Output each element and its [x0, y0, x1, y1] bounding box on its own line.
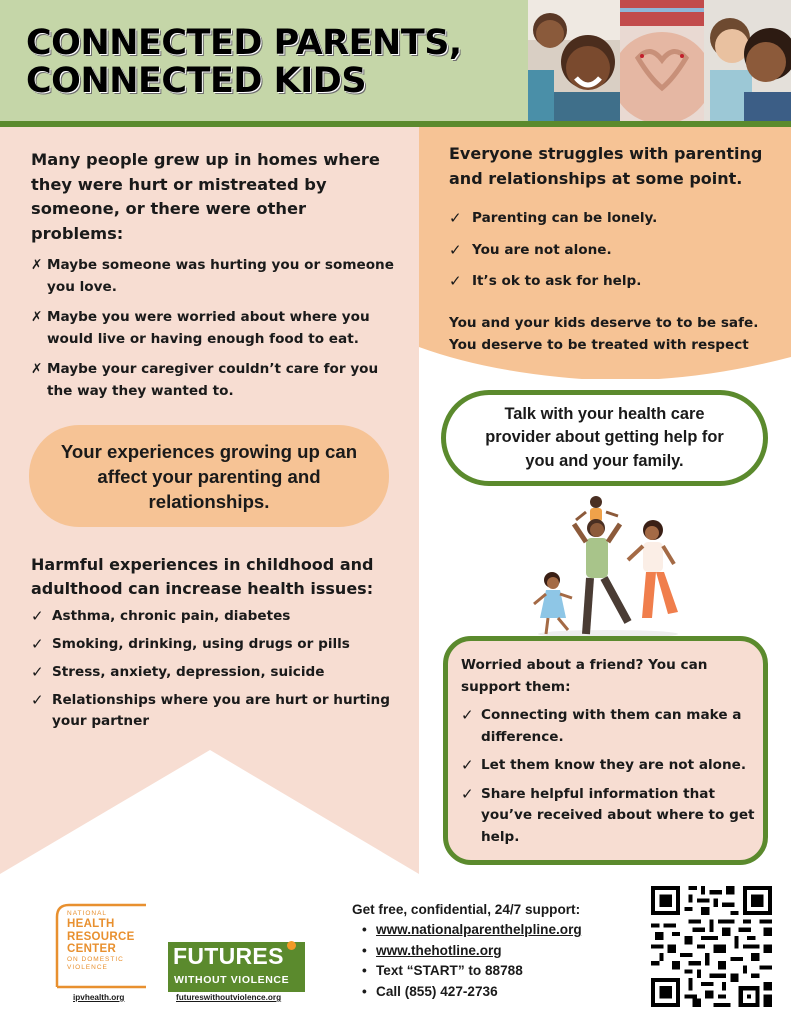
- support-resources: [352, 900, 622, 1002]
- photo-pregnant-belly: [620, 0, 704, 121]
- futures-without-violence-link[interactable]: futureswithoutviolence.org: [176, 993, 282, 1002]
- call-line: Call (855) 427-2736: [376, 983, 498, 999]
- childhood-problems-list: [31, 255, 403, 411]
- list-item: [461, 755, 756, 777]
- nhrc-logo-line: ON DOMESTIC: [67, 955, 124, 963]
- hotline-link[interactable]: www.thehotline.org: [376, 942, 502, 958]
- experiences-callout: Your experiences growing up can affect your parenting and relationships.: [29, 425, 389, 527]
- bullet-icon: •: [362, 963, 367, 978]
- list-item-text: Share helpful information that you’ve received about where to get help.: [481, 785, 755, 845]
- nhrc-logo: [67, 910, 147, 972]
- list-item-text: Connecting with them can make a difference.: [481, 707, 742, 745]
- list-item: [31, 690, 391, 732]
- list-item: [31, 255, 403, 298]
- checkmark-icon: ✓: [461, 756, 474, 774]
- checkmark-icon: ✓: [31, 607, 44, 625]
- list-item-text: Parenting can be lonely.: [472, 210, 658, 226]
- checkmark-icon: ✓: [31, 663, 44, 681]
- photo-father-and-child: [528, 0, 620, 121]
- health-issues-list: [31, 606, 391, 739]
- bullet-icon: •: [362, 983, 367, 999]
- friend-support-list: [461, 705, 756, 855]
- friend-support-heading: Worried about a friend? You can support them:: [461, 657, 708, 695]
- ipvhealth-link[interactable]: ipvhealth.org: [73, 993, 125, 1002]
- fwv-logo-dot: [287, 941, 296, 950]
- checkmark-icon: ✓: [461, 706, 474, 724]
- list-item-text: Asthma, chronic pain, diabetes: [52, 608, 291, 624]
- fwv-logo-name: FUTURES: [173, 943, 284, 969]
- list-item: [31, 606, 391, 627]
- bullet-icon: •: [362, 942, 367, 958]
- nhrc-logo-line: RESOURCE: [67, 930, 135, 943]
- checkmark-icon: ✓: [449, 272, 462, 290]
- checkmark-icon: ✓: [31, 635, 44, 653]
- list-item-text: Relationships where you are hurt or hurting your partner: [52, 692, 390, 729]
- list-item: [31, 359, 403, 402]
- support-item[interactable]: [352, 920, 622, 941]
- page-title: CONNECTED PARENTS, CONNECTED KIDS: [26, 23, 462, 101]
- x-mark-icon: ✗: [31, 361, 43, 377]
- list-item-text: Let them know they are not alone.: [481, 757, 747, 773]
- family-illustration: [528, 494, 688, 640]
- list-item: [31, 307, 403, 350]
- support-item: [352, 961, 622, 982]
- list-item: [461, 705, 756, 748]
- list-item-text: Stress, anxiety, depression, suicide: [52, 664, 325, 680]
- list-item: [449, 240, 779, 261]
- reassurance-list: [449, 208, 779, 303]
- nhrc-logo-line: HEALTH: [67, 918, 115, 930]
- nhrc-logo-line: CENTER: [67, 943, 117, 955]
- support-item[interactable]: [352, 941, 622, 962]
- checkmark-icon: ✓: [461, 784, 474, 803]
- health-issues-heading: Harmful experiences in childhood and adulthood can increase health issues:: [31, 555, 374, 598]
- checkmark-icon: ✓: [449, 240, 462, 259]
- qr-code-icon[interactable]: [651, 886, 772, 1007]
- list-item: [461, 784, 756, 849]
- checkmark-icon: ✓: [449, 209, 462, 227]
- fwv-logo-tagline: WITHOUT VIOLENCE: [174, 974, 290, 986]
- support-item: [352, 982, 622, 1003]
- list-item-text: You are not alone.: [472, 241, 612, 258]
- support-heading: Get free, confidential, 24/7 support:: [352, 902, 581, 917]
- list-item-text: Maybe you were worried about where you would live or having enough food to eat.: [47, 309, 370, 347]
- checkmark-icon: ✓: [31, 691, 44, 709]
- nhrc-logo-line: NATIONAL: [67, 910, 108, 917]
- list-item: [31, 662, 391, 683]
- text-line: Text “START” to 88788: [376, 963, 523, 978]
- header-photo-strip: [528, 0, 791, 121]
- struggles-heading: Everyone struggles with parenting and relationships at some point.: [449, 144, 763, 188]
- parent-helpline-link[interactable]: www.nationalparenthelpline.org: [376, 922, 582, 937]
- list-item: [31, 634, 391, 655]
- bullet-icon: •: [362, 922, 367, 937]
- list-item: [449, 208, 779, 229]
- x-mark-icon: ✗: [31, 257, 43, 273]
- talk-provider-callout: Talk with your health care provider about getting help for you and your family.: [441, 390, 768, 486]
- x-mark-icon: ✗: [31, 309, 43, 325]
- list-item-text: It’s ok to ask for help.: [472, 273, 642, 289]
- list-item-text: Maybe your caregiver couldn’t care for you the way they wanted to.: [47, 361, 379, 399]
- nhrc-logo-line: VIOLENCE: [67, 963, 108, 971]
- list-item-text: Smoking, drinking, using drugs or pills: [52, 636, 350, 652]
- photo-mother-kissing-child: [704, 0, 791, 121]
- intro-text: Many people grew up in homes where they were hurt or mistreated by someone, or there were other problems:: [31, 150, 380, 243]
- list-item: [449, 271, 779, 292]
- left-panel-chevron: [0, 750, 419, 874]
- deserve-text: You and your kids deserve to to be safe. You deserve to be treated with respect: [449, 315, 759, 353]
- list-item-text: Maybe someone was hurting you or someone you love.: [47, 257, 394, 295]
